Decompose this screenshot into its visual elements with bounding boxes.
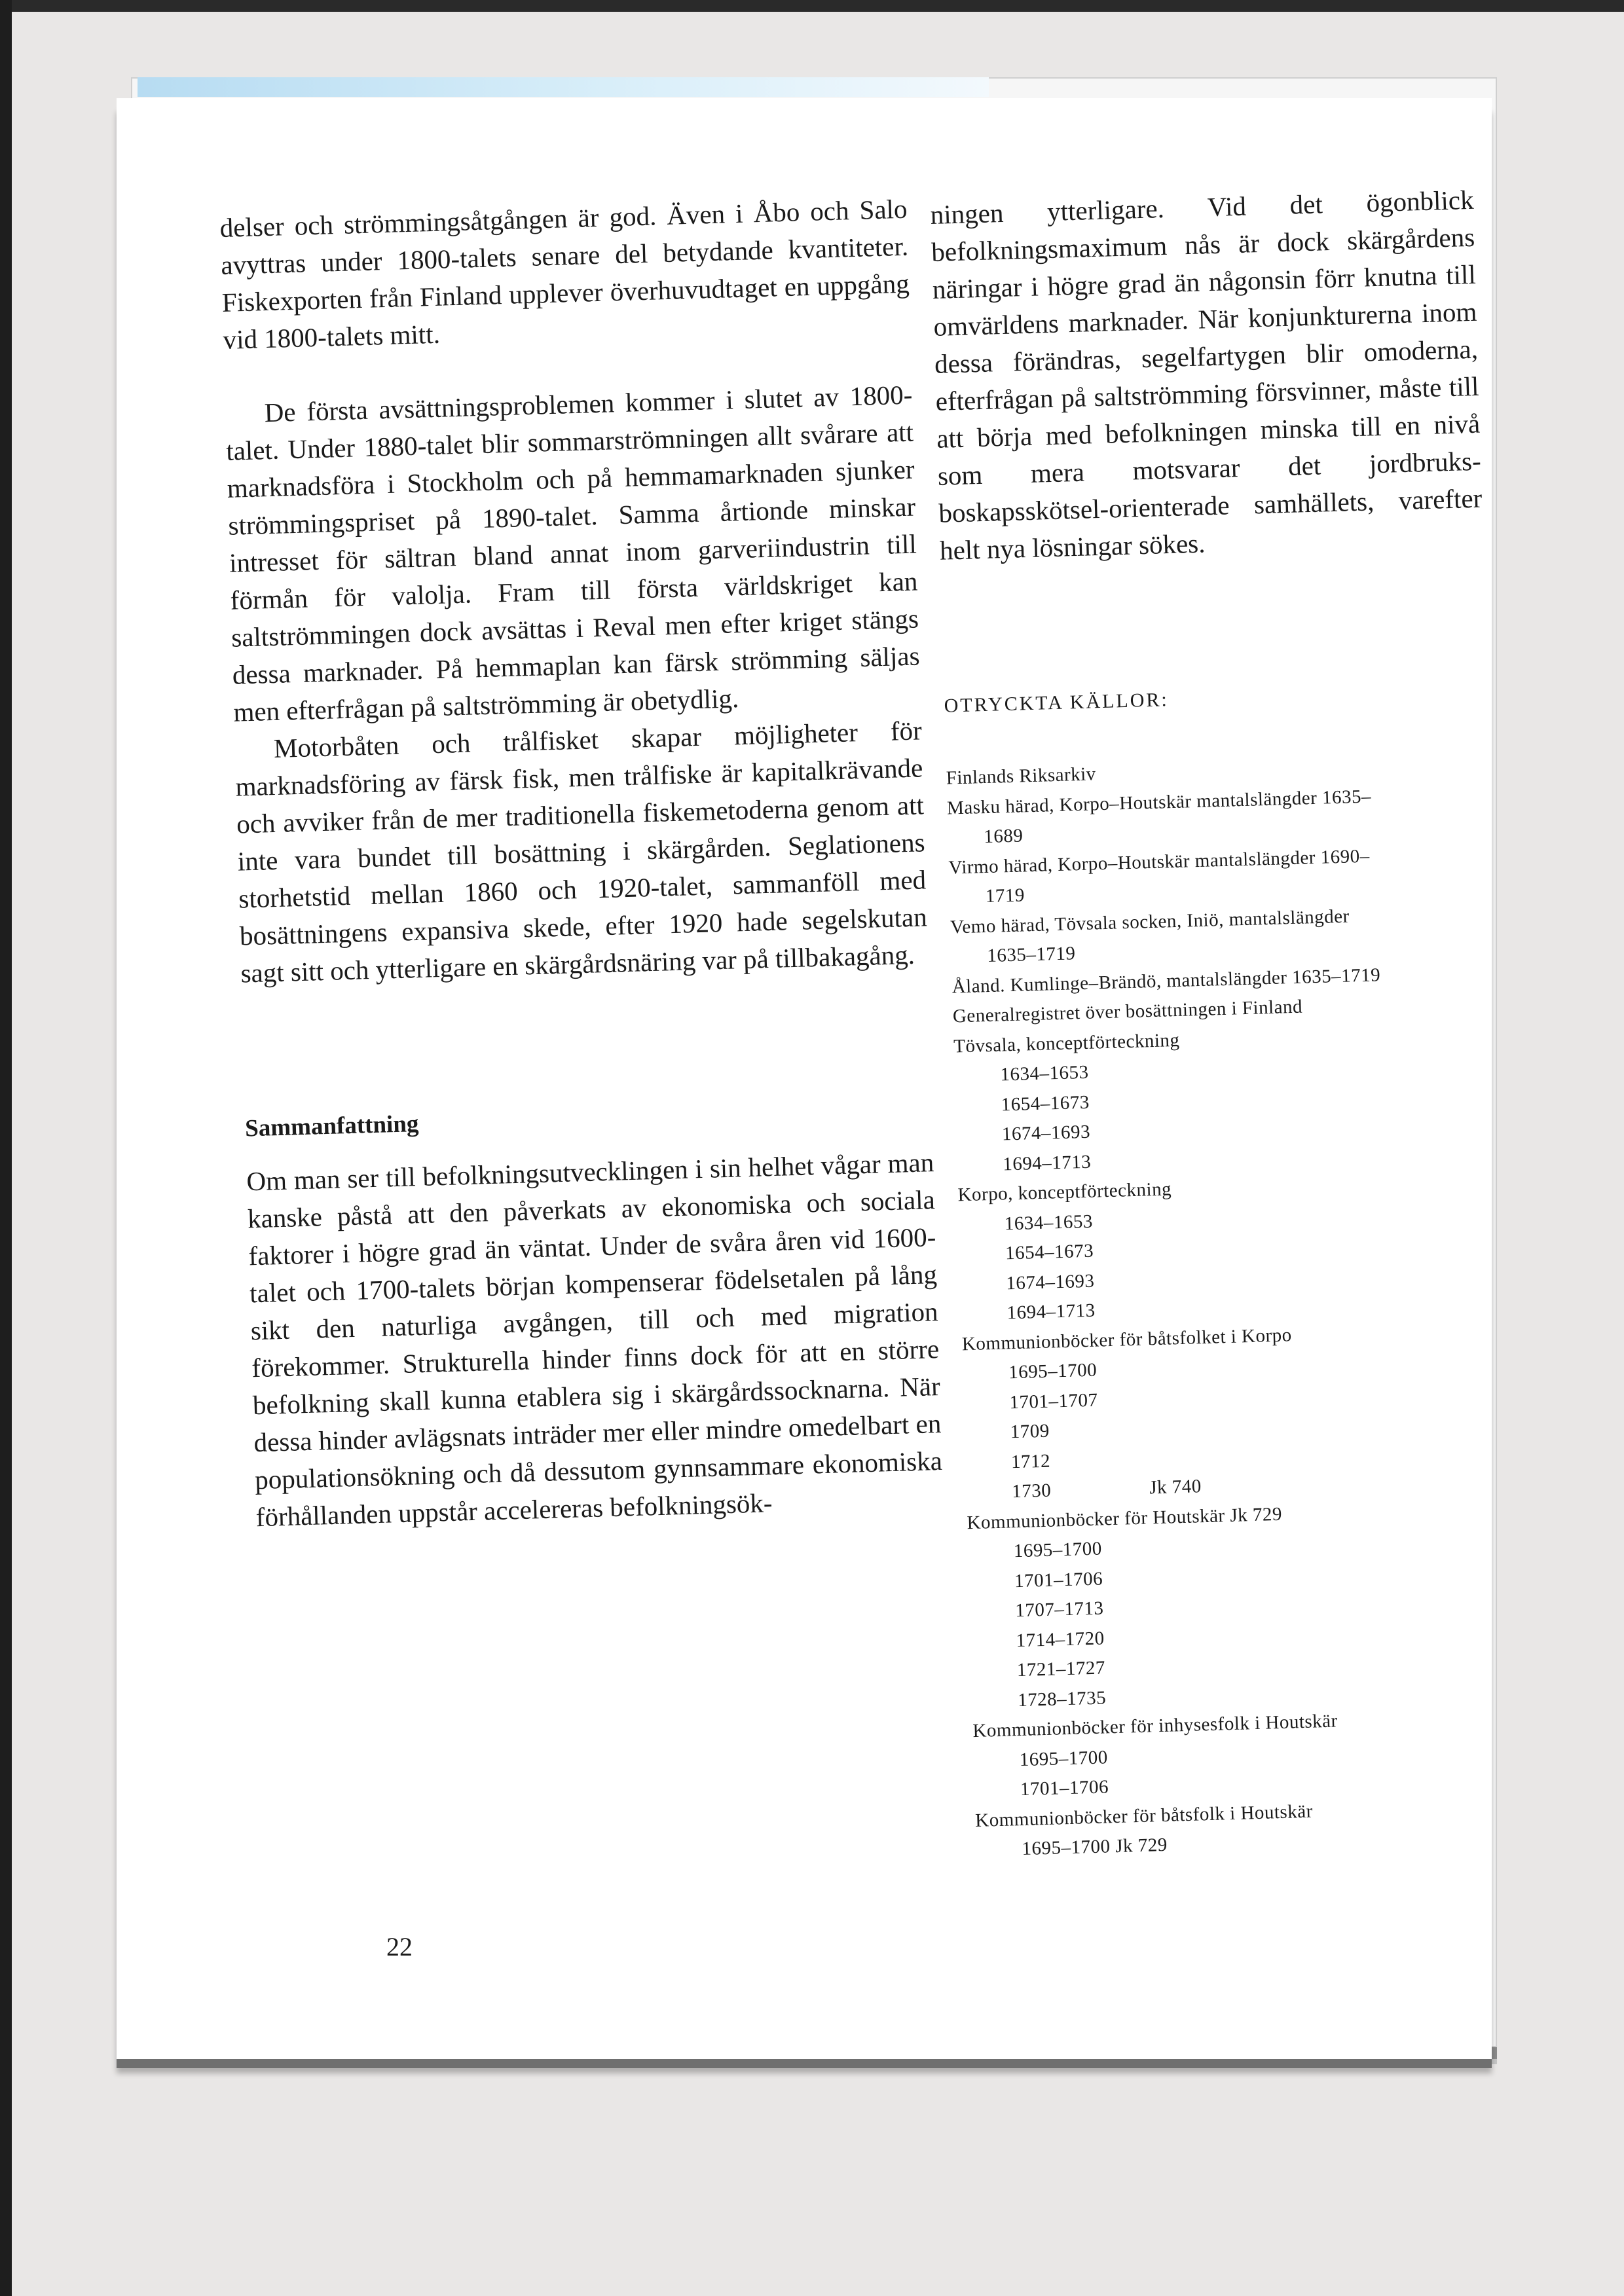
source-text: Vemo härad, Tövsala socken, Iniö, mantalslängder xyxy=(950,905,1350,938)
source-text: 1712 xyxy=(1010,1450,1051,1472)
source-text: Kommunionböcker för Houtskär Jk 729 xyxy=(967,1503,1283,1533)
source-text: 1654–1673 xyxy=(1001,1091,1090,1115)
paragraph: ningen ytterligare. Vid det ögonblick befolkningsmaximum nås är dock skärgårdens näringar i högre grad än någonsin förr knutna till omvärldens marknader. När konjunkturerna inom dessa förändras, segelfartygen blir omoderna, efterfrågan på saltströmming försvinner, måste till att börja med befolkningen minska till en nivå som mera motsvarar det jordbruks- boskapsskötsel-orienterade samhällets, varefter helt nya lösningar sökes. xyxy=(930,184,1483,566)
source-text: 1654–1673 xyxy=(1005,1240,1094,1264)
source-text: 1707–1713 xyxy=(1014,1597,1104,1622)
source-text: Åland. Kumlinge–Brändö, mantalslängder 1635–1719 xyxy=(951,964,1381,998)
source-text: 1689 xyxy=(983,825,1024,848)
sources-list xyxy=(946,748,1520,1865)
scanner-edge-left xyxy=(0,0,12,2296)
right-column xyxy=(930,181,1520,1866)
paragraph: Motorbåten och trålfisket skapar möjligheter för marknadsföring av färsk fisk, men trålfiske är kapitalkrävande och avviker från de mer traditionella fiskemetoderna genom att inte vara bundet till bosättning i skärgården. Seglationens storhetstid mellan 1860 och 1920-talet, sammanföll med bosättningens expansiva skede, efter 1920 hade segelskutan sagt sitt och ytterligare en skärgårdsnäring var på tillbakagång. xyxy=(234,715,928,989)
source-text: Korpo, konceptförteckning xyxy=(957,1178,1172,1206)
source-text: 1728–1735 xyxy=(1017,1686,1107,1711)
source-text: 1695–1700 xyxy=(1008,1359,1098,1383)
source-text: Kommunionböcker för inhysesfolk i Houtskär xyxy=(972,1710,1338,1742)
source-text: 1674–1693 xyxy=(1005,1270,1095,1294)
source-text: Generalregistret över bosättningen i Finland xyxy=(952,996,1303,1027)
scanner-edge-top xyxy=(0,0,1624,12)
blue-strip xyxy=(138,77,989,97)
source-text: Tövsala, konceptförteckning xyxy=(953,1029,1180,1057)
source-text: 1634–1653 xyxy=(1004,1211,1094,1234)
source-text: 1694–1713 xyxy=(1006,1300,1096,1324)
section-heading: Sammanfattning xyxy=(244,1110,419,1142)
source-text: Kommunionböcker för båtsfolk i Houtskär xyxy=(974,1800,1314,1831)
page-number: 22 xyxy=(386,1932,413,1961)
source-text: 1694–1713 xyxy=(1002,1151,1092,1175)
paragraph: delser och strömmingsåtgången är god. Även i Åbo och Salo avyttras under 1800-talets senare del betydande kvantiteter. Fiskexporten från Finland upplever överhuvudtaget en uppgång vid 1800-talets mitt. xyxy=(219,193,910,355)
source-text: 1634–1653 xyxy=(1000,1061,1089,1085)
source-ref: Jk 740 xyxy=(1149,1476,1202,1499)
source-text: Masku härad, Korpo–Houtskär mantalslängder 1635– xyxy=(946,786,1372,819)
source-text: 1701–1706 xyxy=(1014,1567,1103,1592)
source-text: Kommunionböcker för båtsfolket i Korpo xyxy=(961,1324,1293,1355)
paragraph: De första avsättningsproblemen kommer i slutet av 1800-talet. Under 1880-talet blir sommarströmningen allt svårare att marknadsföra i Stockholm och på hemmamarknaden sjunker strömmingspriset på 1890-talet. Samma årtionde minskar intresset för sältran bland annat inom garveriindustrin till förmån för valolja. Fram till första världskriget kan saltströmmingen dock avsättas i Reval men efter kriget stängs dessa marknader. På hemmaplan kan färsk strömming säljas men efterfrågan på saltströmming är obetydlig. xyxy=(225,379,921,727)
source-text: Finlands Riksarkiv xyxy=(946,763,1097,789)
source-text: 1701–1706 xyxy=(1020,1776,1109,1800)
source-text: 1714–1720 xyxy=(1016,1627,1105,1651)
summary-paragraph: Om man ser till befolkningsutvecklingen i sin helhet vågar man kanske påstå att den påverkats av ekonomiska och sociala faktorer i högre grad än väntat. Under de svåra åren vid 1600-talet och 1700-talets början kompenserar födelsetalen på lång sikt den naturliga avgången, till och med migration förekommer. Strukturella hinder finns dock för att en större befolkning skall kunna etablera sig i skärgårdssocknarna. När dessa hinder avlägsnats inträder mer eller mindre omedelbart en populationsökning och då dessutom gynnsammare ekonomiska förhållanden uppstår accelereras befolkningsök- xyxy=(246,1147,943,1533)
source-text: 1721–1727 xyxy=(1016,1657,1106,1681)
source-text: 1719 xyxy=(985,884,1025,907)
source-text: 1709 xyxy=(1010,1420,1050,1443)
source-text: 1701–1707 xyxy=(1009,1389,1098,1413)
source-text: 1695–1700 Jk 729 xyxy=(1022,1834,1168,1860)
left-column xyxy=(219,191,944,1537)
sources-heading: OTRYCKTA KÄLLOR: xyxy=(944,689,1170,717)
source-text: 1635–1719 xyxy=(986,943,1076,967)
source-text: Virmo härad, Korpo–Houtskär mantalslängder 1690– xyxy=(948,845,1371,879)
source-text: 1695–1700 xyxy=(1013,1538,1103,1562)
source-text: 1674–1693 xyxy=(1001,1121,1091,1145)
source-text: 1730 xyxy=(1011,1480,1052,1503)
source-text: 1695–1700 xyxy=(1019,1746,1109,1770)
